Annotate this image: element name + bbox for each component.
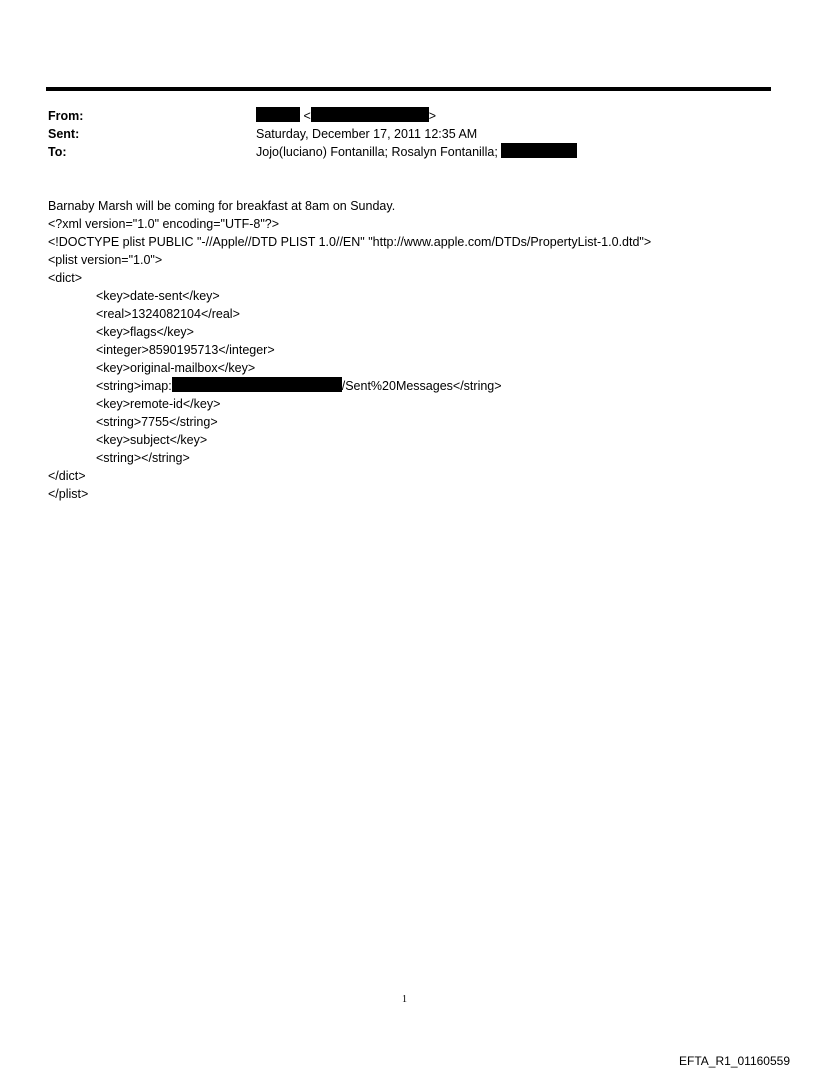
redaction-block (501, 143, 577, 158)
from-label: From: (48, 109, 84, 123)
redaction-block (311, 107, 429, 122)
dict-open: <dict> (48, 271, 83, 285)
key-flags: <key>flags</key> (96, 325, 194, 339)
real-value: <real>1324082104</real> (96, 307, 240, 321)
xml-declaration: <?xml version="1.0" encoding="UTF-8"?> (48, 217, 280, 231)
key-original-mailbox: <key>original-mailbox</key> (96, 361, 256, 375)
plist-close: </plist> (48, 487, 89, 501)
string-imap-suffix: /Sent%20Messages</string> (341, 379, 502, 393)
doctype-line: <!DOCTYPE plist PUBLIC "-//Apple//DTD PLIST 1.0//EN" "http://www.apple.com/DTDs/PropertyList-1.0.dtd"> (48, 235, 652, 249)
string-imap-line (96, 377, 502, 395)
plist-open: <plist version="1.0"> (48, 253, 163, 267)
bates-number: EFTA_R1_01160559 (679, 1054, 790, 1068)
from-value (256, 107, 436, 125)
redaction-block (172, 377, 342, 392)
to-value-wrap (256, 143, 577, 161)
string-remote-id: <string>7755</string> (96, 415, 218, 429)
body-intro: Barnaby Marsh will be coming for breakfast at 8am on Sunday. (48, 199, 396, 213)
key-subject: <key>subject</key> (96, 433, 208, 447)
from-open-bracket: < (303, 109, 311, 123)
sent-label: Sent: (48, 127, 80, 141)
sent-value: Saturday, December 17, 2011 12:35 AM (256, 127, 478, 141)
header-rule (46, 87, 771, 91)
integer-value: <integer>8590195713</integer> (96, 343, 275, 357)
to-label: To: (48, 145, 67, 159)
redaction-block (256, 107, 300, 122)
key-remote-id: <key>remote-id</key> (96, 397, 221, 411)
key-date-sent: <key>date-sent</key> (96, 289, 220, 303)
from-close-bracket: > (428, 109, 437, 123)
string-imap-prefix: <string>imap: (96, 379, 172, 393)
dict-close: </dict> (48, 469, 86, 483)
page-number: 1 (402, 994, 407, 1005)
string-empty: <string></string> (96, 451, 190, 465)
to-value: Jojo(luciano) Fontanilla; Rosalyn Fontanilla; (256, 145, 498, 159)
